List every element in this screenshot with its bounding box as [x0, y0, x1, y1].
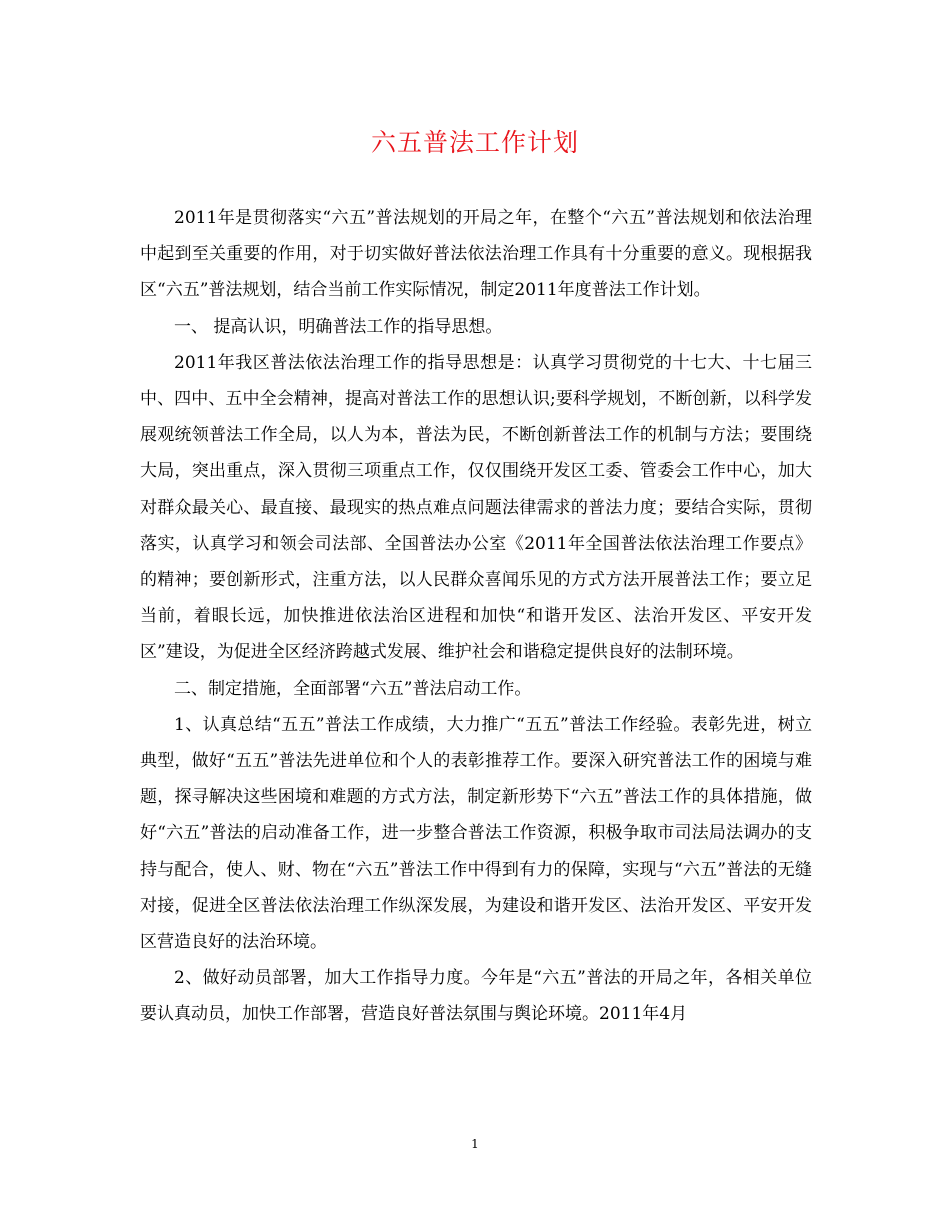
paragraph-item-2: 2、做好动员部署，加大工作指导力度。今年是“六五”普法的开局之年，各相关单位要认真动员，加快工作部署，营造良好普法氛围与舆论环境。2011年4月 — [140, 968, 812, 1025]
paragraph-guiding-thought: 2011年我区普法依法治理工作的指导思想是：认真学习贯彻党的十七大、十七届三中、四中、五中全会精神，提高对普法工作的思想认识;要科学规划，不断创新，以科学发展观统领普法工作全局，以人为本，普法为民，不断创新普法工作的机制与方法；要围绕大局，突出重点，深入贯彻三项重点工作，仅仅围绕开发区工委、管委会工作中心，加大对群众最关心、最直接、最现实的热点难点问题法律需求的普法力度；要结合实际，贯彻落实，认真学习和领会司法部、全国普法办公室《2011年全国普法依法治理工作要点》的精神；要创新形式，注重方法，以人民群众喜闻乐见的方式方法开展普法工作；要立足当前，着眼长远，加快推进依法治区进程和加快“和谐开发区、法治开发区、平安开发区”建设，为促进全区经济跨越式发展、维护社会和谐稳定提供良好的法制环境。 — [140, 352, 812, 663]
paragraph-heading-2: 二、制定措施，全面部署“六五”普法启动工作。 — [174, 678, 532, 699]
document-body — [140, 200, 812, 1033]
paragraph-heading-1: 一、 提高认识，明确普法工作的指导思想。 — [174, 316, 503, 337]
page-number: 1 — [471, 1137, 479, 1151]
document-title: 六五普法工作计划 — [370, 128, 579, 157]
paragraph-item-1: 1、认真总结“五五”普法工作成绩，大力推广“五五”普法工作经验。表彰先进，树立典型，做好“五五”普法先进单位和个人的表彰推荐工作。要深入研究普法工作的困境与难题，探寻解决这些困境和难题的方式方法，制定新形势下“六五”普法工作的具体措施，做好“六五”普法的启动准备工作，进一步整合普法工作资源，积极争取市司法局法调办的支持与配合，使人、财、物在“六五”普法工作中得到有力的保障，实现与“六五”普法的无缝对接，促进全区普法依法治理工作纵深发展，为建设和谐开发区、法治开发区、平安开发区营造良好的法治环境。 — [140, 714, 812, 953]
paragraph-intro: 2011年是贯彻落实“六五”普法规划的开局之年，在整个“六五”普法规划和依法治理中起到至关重要的作用，对于切实做好普法依法治理工作具有十分重要的意义。现根据我区“六五”普法规划，结合当前工作实际情况，制定2011年度普法工作计划。 — [140, 208, 812, 301]
